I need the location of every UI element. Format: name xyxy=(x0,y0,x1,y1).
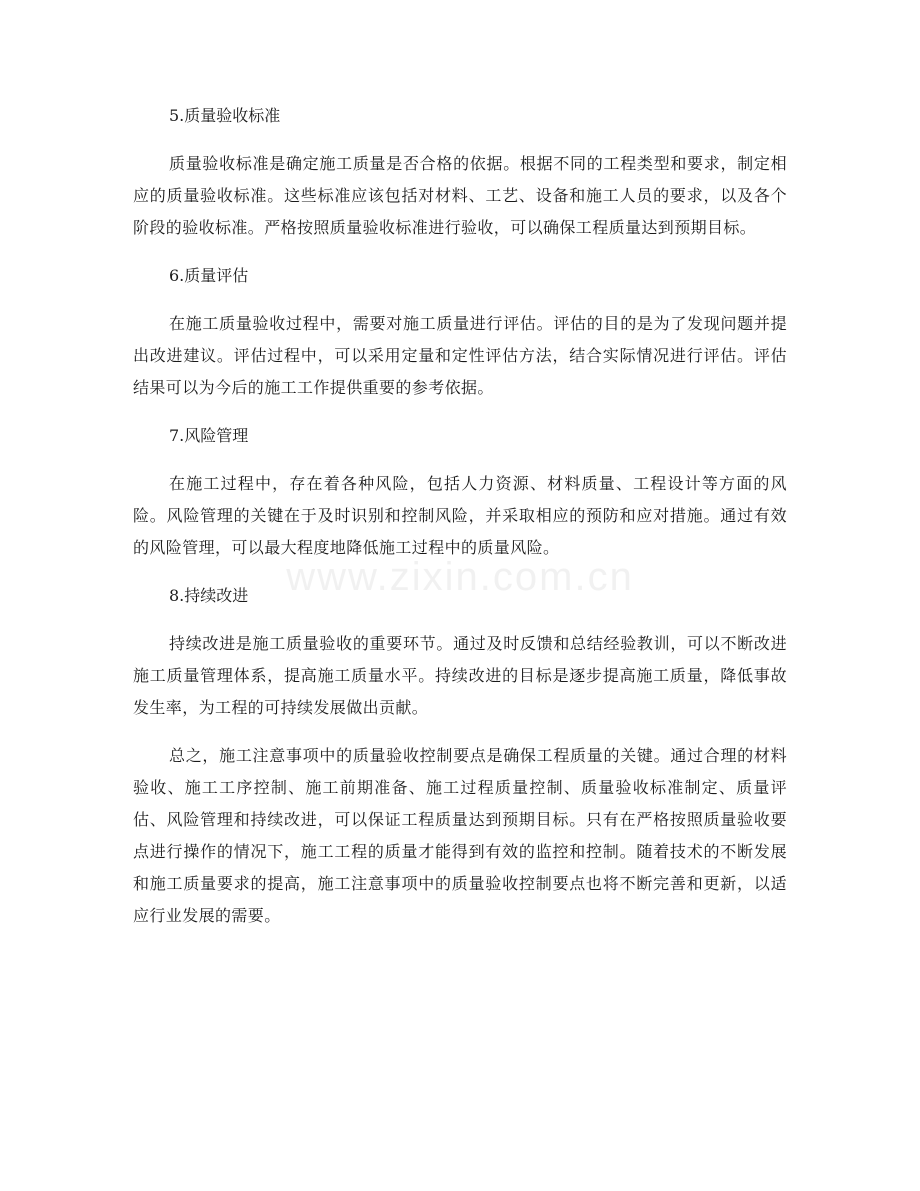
conclusion-paragraph: 总之，施工注意事项中的质量验收控制要点是确保工程质量的关键。通过合理的材料验收、施工工序控制、施工前期准备、施工过程质量控制、质量验收标准制定、质量评估、风险管理和持续改进，可以保证工程质量达到预期目标。只有在严格按照质量验收要点进行操作的情况下，施工工程的质量才能得到有效的监控和控制。随着技术的不断发展和施工质量要求的提高，施工注意事项中的质量验收控制要点也将不断完善和更新，以适应行业发展的需要。 xyxy=(133,746,787,925)
section-paragraph: 在施工质量验收过程中，需要对施工质量进行评估。评估的目的是为了发现问题并提出改进建议。评估过程中，可以采用定量和定性评估方法，结合实际情况进行评估。评估结果可以为今后的施工工作提供重要的参考依据。 xyxy=(133,314,787,397)
section-paragraph: 在施工过程中，存在着各种风险，包括人力资源、材料质量、工程设计等方面的风险。风险管理的关键在于及时识别和控制风险，并采取相应的预防和应对措施。通过有效的风险管理，可以最大程度地降低施工过程中的质量风险。 xyxy=(133,474,787,557)
watermark: www.zixin.com.cn xyxy=(286,555,634,599)
document-page xyxy=(133,100,787,948)
section-continuous-improvement xyxy=(133,580,787,724)
section-risk-management xyxy=(133,420,787,564)
section-heading: 7.风险管理 xyxy=(169,426,249,445)
section-paragraph: 质量验收标准是确定施工质量是否合格的依据。根据不同的工程类型和要求，制定相应的质量验收标准。这些标准应该包括对材料、工艺、设备和施工人员的要求，以及各个阶段的验收标准。严格按照质量验收标准进行验收，可以确保工程质量达到预期目标。 xyxy=(133,154,787,237)
section-heading: 6.质量评估 xyxy=(169,266,249,285)
section-quality-assessment xyxy=(133,260,787,404)
section-heading: 8.持续改进 xyxy=(169,586,249,605)
section-paragraph: 持续改进是施工质量验收的重要环节。通过及时反馈和总结经验教训，可以不断改进施工质量管理体系，提高施工质量水平。持续改进的目标是逐步提高施工质量，降低事故发生率，为工程的可持续发展做出贡献。 xyxy=(133,634,787,717)
section-quality-acceptance-standard xyxy=(133,100,787,244)
section-heading: 5.质量验收标准 xyxy=(169,106,281,125)
